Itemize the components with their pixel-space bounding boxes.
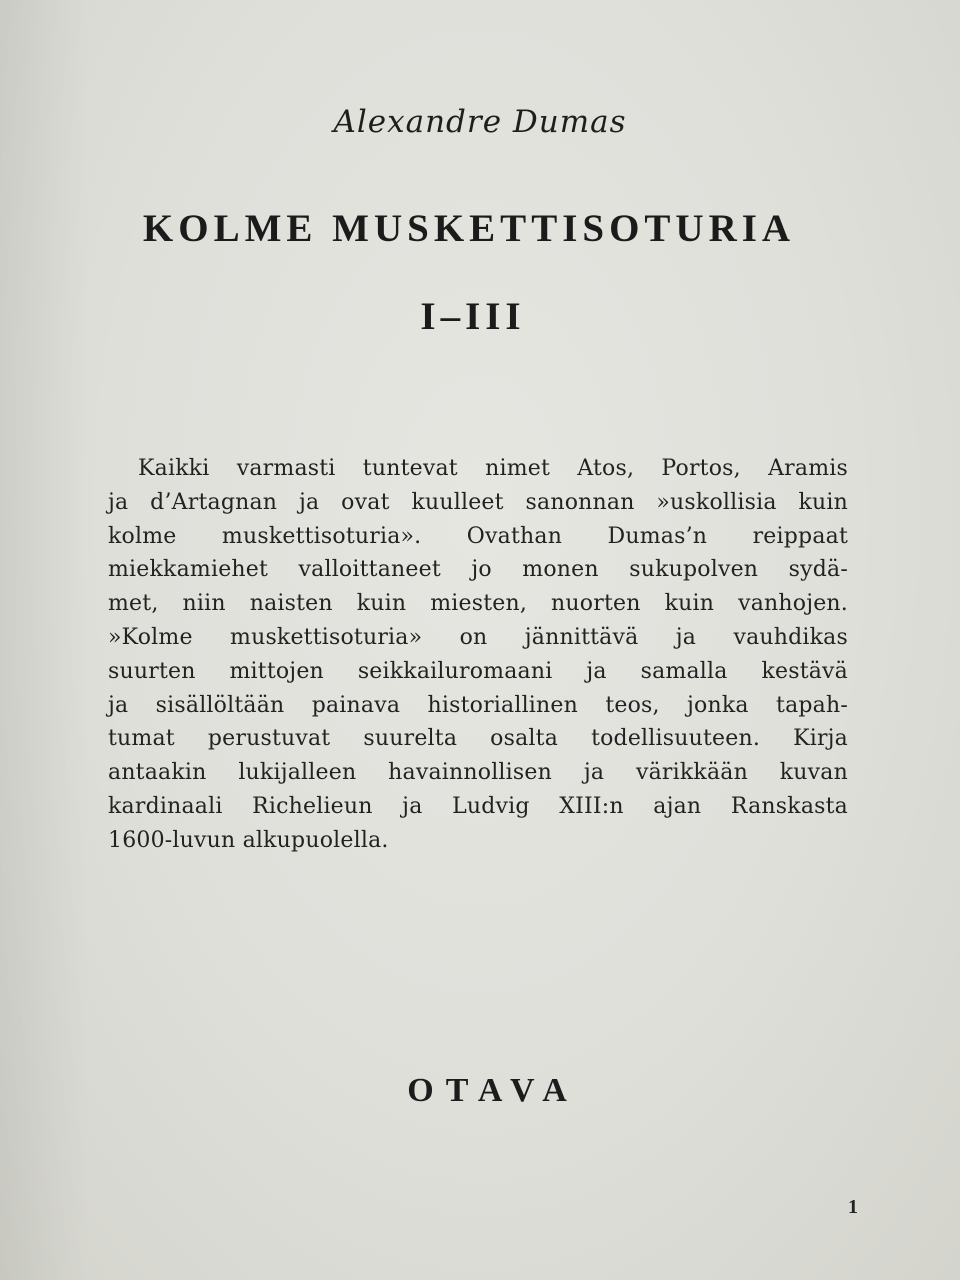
blurb-line: 1600-luvun alkupuolella. bbox=[108, 827, 389, 853]
blurb-line: tumat perustuvat suurelta osalta todellisuuteen. Kirja bbox=[108, 726, 848, 752]
book-title: KOLME MUSKETTISOTURIA bbox=[142, 207, 796, 250]
blurb-line: suurten mittojen seikkailuromaani ja samalla kestävä bbox=[108, 658, 848, 684]
blurb-line: kolme muskettisoturia». Ovathan Dumas’n reippaat bbox=[108, 523, 848, 549]
publisher-name: OTAVA bbox=[407, 1072, 579, 1109]
blurb-line: miekkamiehet valloittaneet jo monen sukupolven sydä- bbox=[108, 557, 848, 583]
blurb-line: kardinaali Richelieun ja Ludvig XIII:n ajan Ranskasta bbox=[108, 793, 848, 819]
blurb-line: ja sisällöltään painava historiallinen teos, jonka tapah- bbox=[108, 692, 848, 718]
blurb-line: antaakin lukijalleen havainnollisen ja värikkään kuvan bbox=[108, 760, 848, 786]
blurb-line: Kaikki varmasti tuntevat nimet Atos, Portos, Aramis bbox=[138, 456, 848, 481]
blurb-line: ja d’Artagnan ja ovat kuulleet sanonnan »uskollisia kuin bbox=[108, 489, 848, 515]
blurb-line: met, niin naisten kuin miesten, nuorten kuin vanhojen. bbox=[108, 591, 848, 617]
blurb-line: »Kolme muskettisoturia» on jännittävä ja vauhdikas bbox=[108, 624, 848, 650]
author-name: Alexandre Dumas bbox=[333, 104, 627, 140]
page-number: 1 bbox=[848, 1196, 858, 1218]
blurb-paragraph bbox=[108, 452, 848, 858]
volume-range: I–III bbox=[420, 295, 526, 338]
